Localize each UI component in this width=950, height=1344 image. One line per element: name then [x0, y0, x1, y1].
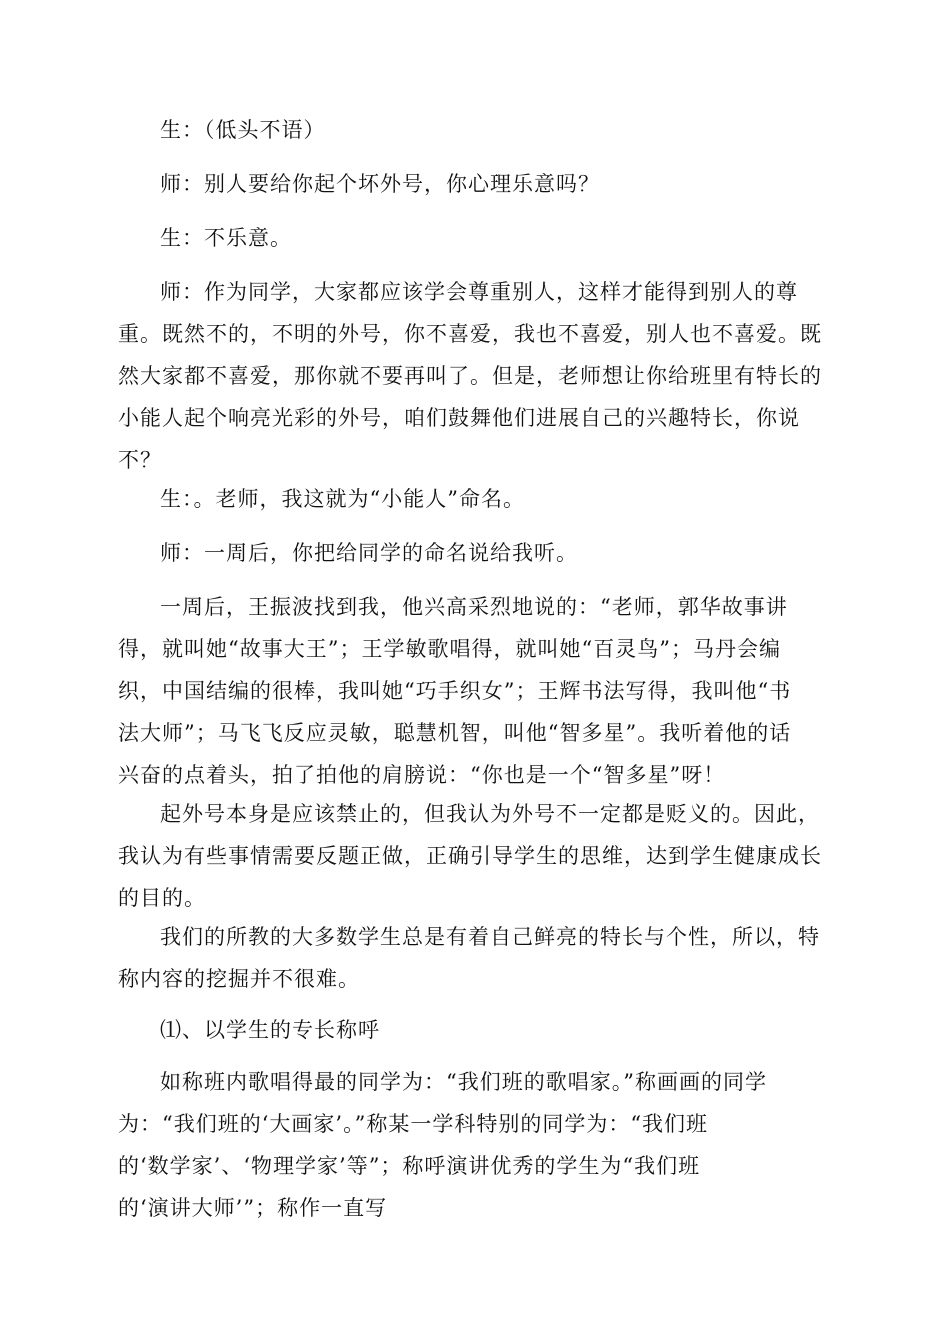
- paragraph-5: [118, 478, 838, 520]
- text-line: 生：（低头不语）: [160, 118, 326, 142]
- text-line: 的‘演讲大师’”；称作一直写: [118, 1196, 388, 1220]
- text-line: 得，就叫她“故事大王”；王学敏歌唱得，就叫她“百灵鸟”；马丹会编: [118, 637, 781, 661]
- text-line: 的目的。: [118, 886, 206, 910]
- paragraph-10: [118, 1009, 838, 1051]
- text-line: 小能人起个响亮光彩的外号，咱们鼓舞他们进展自己的兴趣特长，你说: [118, 406, 800, 430]
- text-line: 如称班内歌唱得最的同学为：“我们班的歌唱家。”称画画的同学: [160, 1070, 767, 1094]
- paragraph-4: [118, 271, 838, 481]
- paragraph-7: [118, 586, 838, 796]
- text-line: 师：别人要给你起个坏外号，你心理乐意吗？: [160, 172, 600, 196]
- text-line: 师：一周后，你把给同学的命名说给我听。: [160, 541, 578, 565]
- text-line: 重。既然不的，不明的外号，你不喜爱，我也不喜爱，别人也不喜爱。既: [118, 322, 822, 346]
- paragraph-8: [118, 793, 838, 919]
- text-line: 的‘数学家’、‘物理学家’等”；称呼演讲优秀的学生为“我们班: [118, 1154, 701, 1178]
- paragraph-1: [118, 109, 838, 151]
- text-line: 兴奋的点着头，拍了拍他的肩膀说：“你也是一个“智多星”呀！: [118, 763, 726, 787]
- paragraph-6: [118, 532, 838, 574]
- paragraph-9: [118, 916, 838, 1000]
- text-line: 法大师”；马飞飞反应灵敏，聪慧机智，叫他“智多星”。我听着他的话: [118, 721, 792, 745]
- text-line: 不？: [118, 448, 162, 472]
- paragraph-3: [118, 217, 838, 259]
- text-line: 起外号本身是应该禁止的，但我认为外号不一定都是贬义的。因此，: [160, 802, 820, 826]
- text-line: 生：不乐意。: [160, 226, 292, 250]
- text-line: 生：。老师，我这就为“小能人”命名。: [160, 487, 525, 511]
- text-line: 我们的所教的大多数学生总是有着自己鲜亮的特长与个性，所以，特: [160, 925, 820, 949]
- text-line: 然大家都不喜爱，那你就不要再叫了。但是，老师想让你给班里有特长的: [118, 364, 822, 388]
- paragraph-11: [118, 1061, 838, 1229]
- text-line: 织，中国结编的很棒，我叫她“巧手织女”；王辉书法写得，我叫他“书: [118, 679, 792, 703]
- paragraph-2: [118, 163, 838, 205]
- text-line: 师：作为同学，大家都应该学会尊重别人，这样才能得到别人的尊: [160, 280, 798, 304]
- text-line: 我认为有些事情需要反题正做，正确引导学生的思维，达到学生健康成长: [118, 844, 822, 868]
- text-line: 为：“我们班的‘大画家’。”称某一学科特别的同学为：“我们班: [118, 1112, 709, 1136]
- text-line: 称内容的挖掘并不很难。: [118, 967, 360, 991]
- text-line: 一周后，王振波找到我，他兴高采烈地说的：“老师，郭华故事讲: [160, 595, 788, 619]
- text-line: ⑴、以学生的专长称呼: [160, 1018, 380, 1042]
